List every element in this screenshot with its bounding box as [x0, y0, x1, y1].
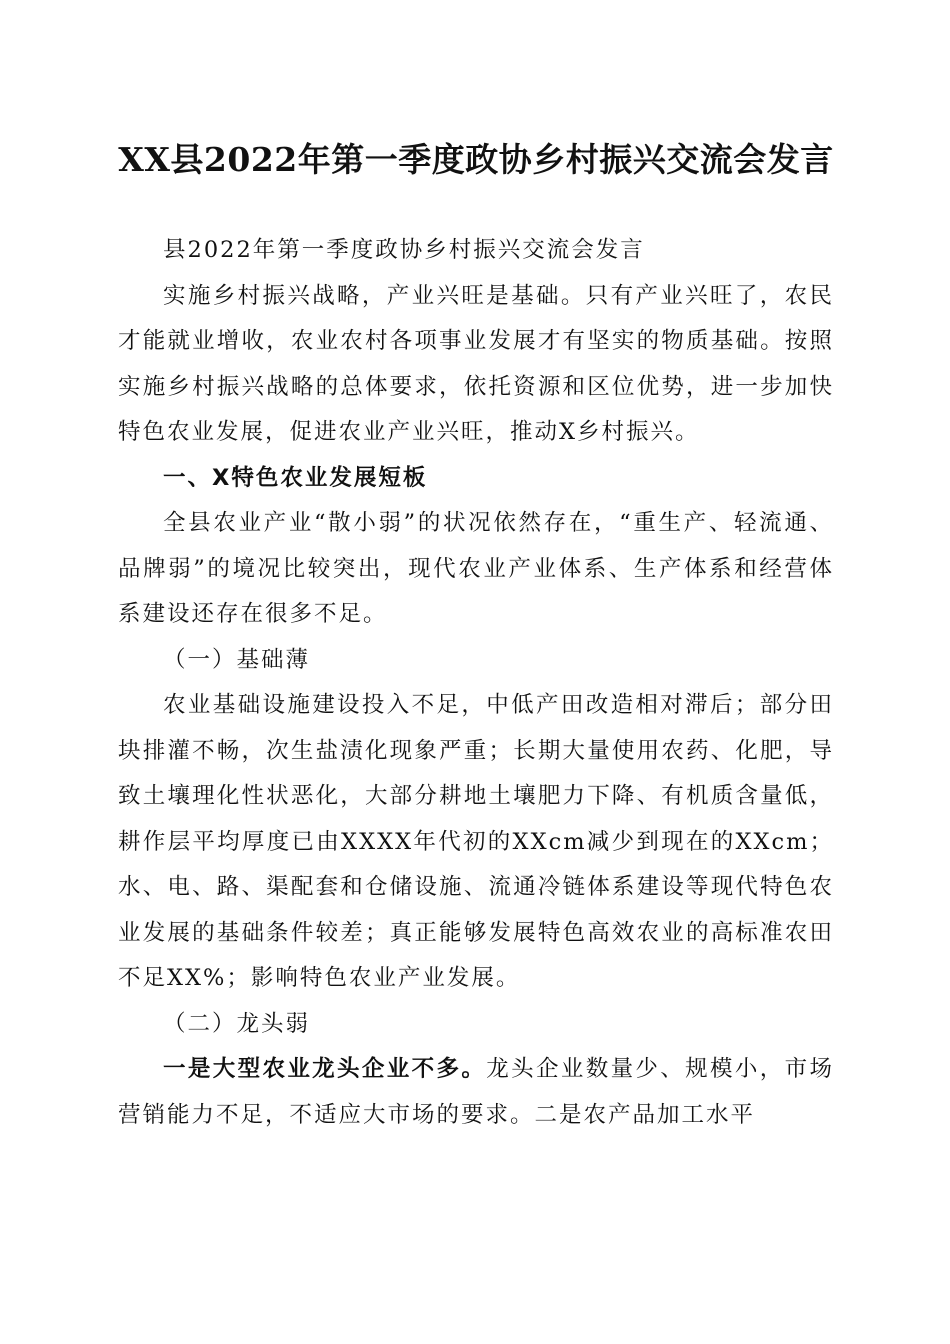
subsection-2-heading: （二）龙头弱 [163, 1010, 311, 1037]
document-title: XX县2022年第一季度政协乡村振兴交流会发言 [118, 140, 834, 179]
intro-paragraph: 实施乡村振兴战略，产业兴旺是基础。只有产业兴旺了，农民才能就业增收，农业农村各项事业发展才有坚实的物质基础。按照实施乡村振兴战略的总体要求，依托资源和区位优势，进一步加快特色农业发展，促进农业产业兴旺，推动X乡村振兴。 [118, 282, 834, 445]
section-1-heading: 一、X特色农业发展短板 [163, 464, 428, 491]
subsection-2-text: 龙头企业数量少、规模小，市场营销能力不足，不适应大市场的要求。二是农产品加工水平 [118, 1056, 834, 1128]
document-page [118, 138, 834, 1138]
subtitle-paragraph: 县2022年第一季度政协乡村振兴交流会发言 [163, 237, 645, 263]
subsection-1-heading: （一）基础薄 [163, 646, 311, 673]
document-body [118, 228, 834, 1138]
subsection-1-paragraph: 农业基础设施建设投入不足，中低产田改造相对滞后；部分田块排灌不畅，次生盐渍化现象严重；长期大量使用农药、化肥，导致土壤理化性状恶化，大部分耕地土壤肥力下降、有机质含量低，耕作层平均厚度已由XXXX年代初的XXcm减少到现在的XXcm；水、电、路、渠配套和仓储设施、流通冷链体系建设等现代特色农业发展的基础条件较差；真正能够发展特色高效农业的高标准农田不足XX%；影响特色农业产业发展。 [118, 692, 834, 991]
subsection-2-lead: 一是大型农业龙头企业不多。 [163, 1056, 487, 1082]
section-1-paragraph: 全县农业产业“散小弱”的状况依然存在，“重生产、轻流通、品牌弱”的境况比较突出，现代农业产业体系、生产体系和经营体系建设还存在很多不足。 [118, 510, 834, 627]
subsection-2-paragraph [118, 1047, 834, 1138]
